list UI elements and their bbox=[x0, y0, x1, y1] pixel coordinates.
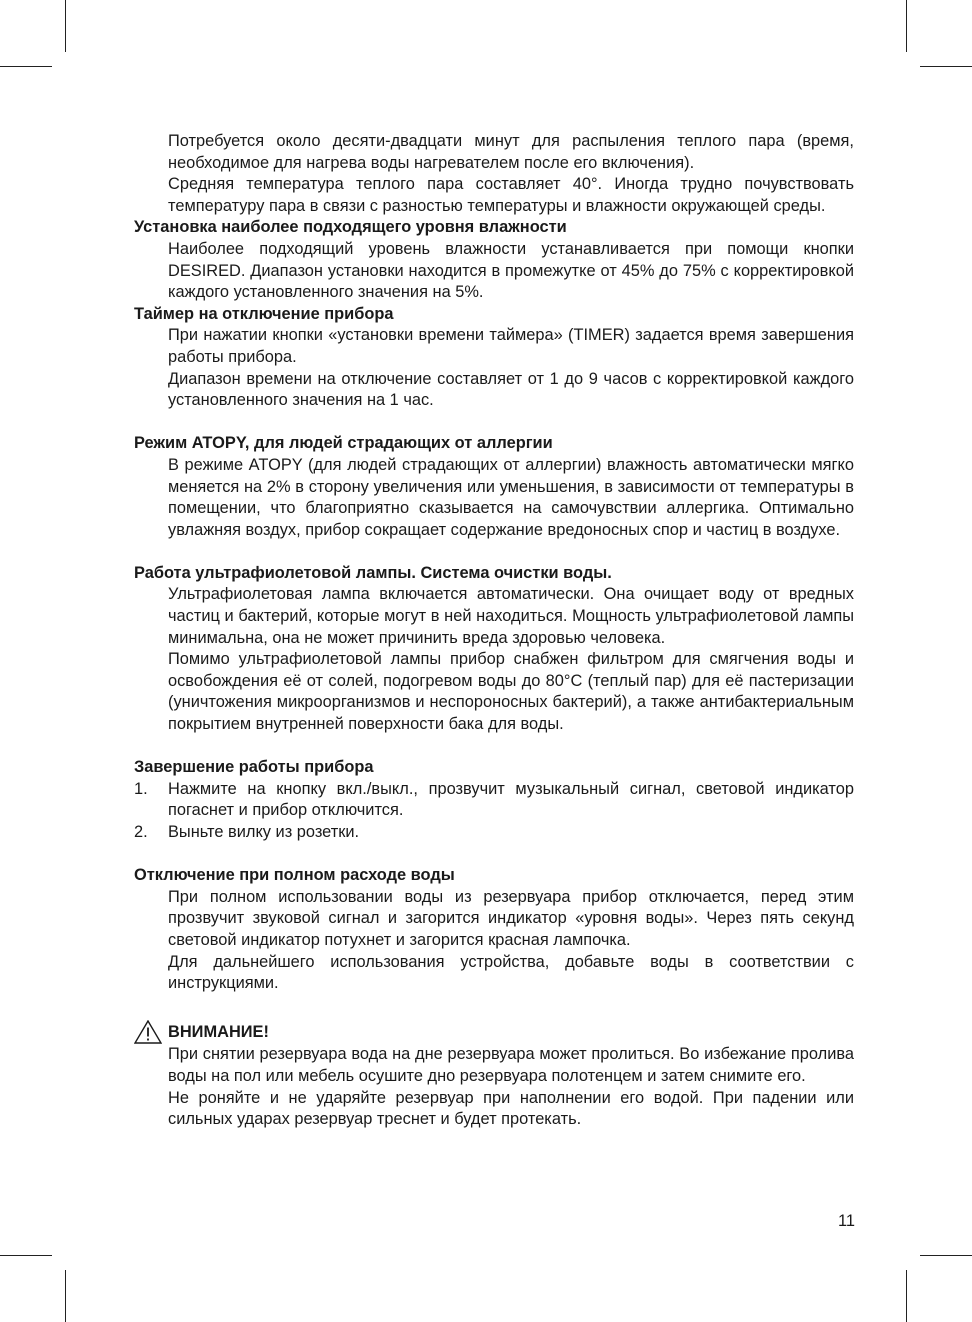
crop-mark-bottom-right-horizontal bbox=[920, 1255, 972, 1256]
crop-mark-top-left-vertical bbox=[65, 0, 66, 52]
crop-mark-bottom-right-vertical bbox=[906, 1270, 907, 1322]
atopy-heading: Режим ATOPY, для людей страдающих от аллергии bbox=[134, 434, 553, 453]
humidity-section bbox=[134, 217, 854, 303]
list-item bbox=[134, 822, 854, 844]
intro-paragraph-2: Средняя температура теплого пара составляет 40°. Иногда трудно почувствовать температуру пара в связи с разностью температуры и влажности окружающей среды. bbox=[168, 175, 854, 215]
warning-heading: ВНИМАНИЕ! bbox=[168, 1022, 269, 1041]
uv-paragraph-1: Ультрафиолетовая лампа включается автоматически. Она очищает воду от вредных частиц и бактерий, которые могут в ней находиться. Мощность ультрафиолетовой лампы минимальна, она не может причинить вреда здоровью человека. bbox=[168, 585, 854, 647]
humidity-paragraph-1: Наиболее подходящий уровень влажности устанавливается при помощи кнопки DESIRED. Диапазон установки находится в промежутке от 45% до 75% с корректировкой каждого установленного значения на 5%. bbox=[168, 239, 854, 302]
timer-paragraph-2: Диапазон времени на отключение составляет от 1 до 9 часов с корректировкой каждого установленного значения на 1 час. bbox=[168, 369, 854, 410]
spacer bbox=[134, 412, 854, 434]
water-out-paragraph-2: Для дальнейшего использования устройства, добавьте воды в соответствии с инструкциями. bbox=[168, 952, 854, 993]
timer-heading: Таймер на отключение прибора bbox=[134, 304, 394, 323]
water-out-paragraph-1: При полном использовании воды из резервуара прибор отключается, перед этим прозвучит звуковой сигнал и загорится индикатор «уровня воды». Через пять секунд световой индикатор потухнет и загорится красная лампочка. bbox=[168, 887, 854, 949]
list-item-text: Выньте вилку из розетки. bbox=[168, 823, 360, 841]
spacer bbox=[134, 844, 854, 866]
shutdown-heading: Завершение работы прибора bbox=[134, 758, 374, 777]
uv-paragraph-2: Помимо ультрафиолетовой лампы прибор снабжен фильтром для смягчения воды и освобождения её от солей, подогревом воды до 80°C (теплый пар) для её пастеризации (уничтожения микроорганизмов и неспороносных бактерий), а также антибактериальным покрытием внутренней поверхности бака для воды. bbox=[168, 650, 854, 734]
water-out-heading: Отключение при полном расходе воды bbox=[134, 866, 455, 885]
spacer bbox=[134, 541, 854, 563]
intro-paragraph-1: Потребуется около десяти-двадцати минут для распыления теплого пара (время, необходимое для нагрева воды нагревателем после его включения). bbox=[168, 132, 854, 172]
list-item-text: Нажмите на кнопку вкл./выкл., прозвучит музыкальный сигнал, световой индикатор погаснет и прибор отключится. bbox=[168, 779, 854, 820]
atopy-paragraph-1: В режиме ATOPY (для людей страдающих от аллергии) влажность автоматически мягко меняется на 2% в сторону увеличения или уменьшения, в зависимости от температуры в помещении, что благоприятно сказывается на самочувствии аллергика. Оптимально увлажняя воздух, прибор сокращает содержание вредоносных спор и частиц в воздухе. bbox=[168, 455, 854, 539]
timer-section bbox=[134, 304, 854, 412]
uv-heading: Работа ультрафиолетовой лампы. Система очистки воды. bbox=[134, 563, 612, 582]
list-item bbox=[134, 779, 854, 822]
humidity-heading: Установка наиболее подходящего уровня влажности bbox=[134, 218, 567, 237]
warning-paragraph-1: При снятии резервуара вода на дне резервуара может пролиться. Во избежание пролива воды на пол или мебель осушите дно резервуара полотенцем и затем снимите его. bbox=[168, 1045, 854, 1085]
timer-paragraph-1: При нажатии кнопки «установки времени таймера» (TIMER) задается время завершения работы прибора. bbox=[168, 326, 854, 366]
warning-heading-row bbox=[134, 1020, 854, 1044]
warning-section bbox=[134, 1020, 854, 1130]
crop-mark-top-right-vertical bbox=[906, 0, 907, 52]
list-item-number: 2. bbox=[134, 823, 148, 841]
crop-mark-bottom-left-horizontal bbox=[0, 1255, 52, 1256]
crop-mark-top-right-horizontal bbox=[920, 66, 972, 67]
intro-section bbox=[134, 131, 854, 217]
page-content bbox=[134, 131, 854, 1131]
spacer bbox=[134, 736, 854, 758]
spacer bbox=[134, 995, 854, 1017]
shutdown-section bbox=[134, 757, 854, 843]
list-item-number: 1. bbox=[134, 779, 148, 798]
water-out-section bbox=[134, 865, 854, 995]
atopy-section bbox=[134, 433, 854, 541]
crop-mark-bottom-left-vertical bbox=[65, 1270, 66, 1322]
warning-paragraph-2: Не роняйте и не ударяйте резервуар при наполнении его водой. При падении или сильных ударах резервуар треснет и будет протекать. bbox=[168, 1088, 854, 1129]
page-number: 11 bbox=[838, 1212, 856, 1230]
crop-mark-top-left-horizontal bbox=[0, 66, 52, 67]
uv-section bbox=[134, 563, 854, 736]
warning-triangle-icon bbox=[134, 1020, 162, 1044]
